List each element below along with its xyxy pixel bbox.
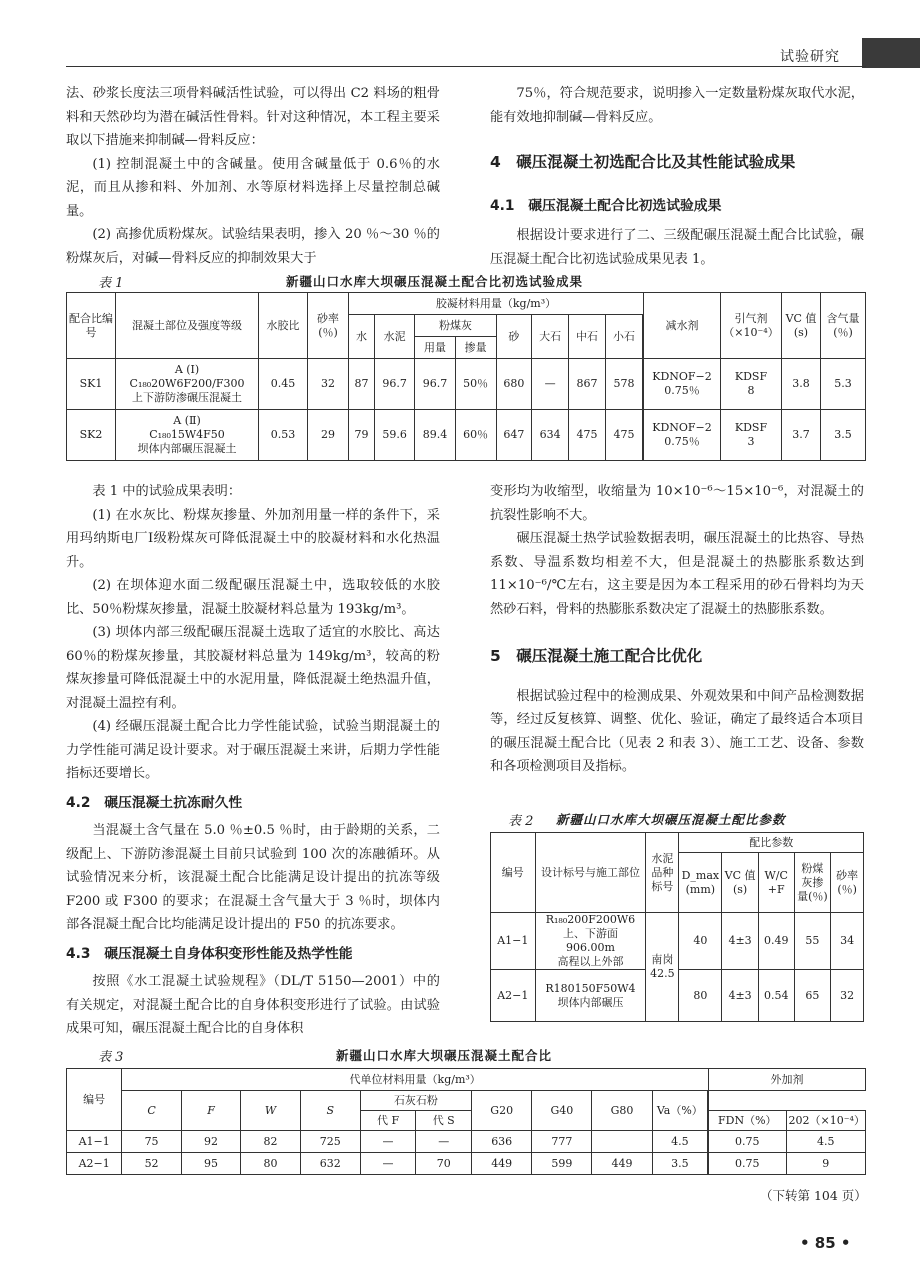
section-heading: 5 碾压混凝土施工配合比优化 xyxy=(490,647,703,665)
cell: 680 xyxy=(496,359,532,410)
th-w: W xyxy=(241,1091,300,1131)
paragraph: (1) 控制混凝土中的含碱量。使用含碱量低于 0.6％的水泥，而且从掺和料、外加剂、水等原材料选择上尽量控制总碱量。 xyxy=(66,156,440,219)
paragraph: (1) 在水灰比、粉煤灰掺量、外加剂用量一样的条件下，采用玛纳斯电厂Ⅰ级粉煤灰可降低混凝土中的胶凝材料和水化热温升。 xyxy=(66,507,440,570)
cell: 32 xyxy=(308,359,349,410)
cell: 3.5 xyxy=(652,1153,707,1175)
th-add: 外加剂 xyxy=(709,1069,866,1091)
table-3 xyxy=(66,1068,866,1175)
paragraph: (2) 高掺优质粉煤灰。试验结果表明，掺入 20 ％～30 ％的粉煤灰后，对碱—骨料反应的抑制效果大于 xyxy=(66,227,440,266)
table-label: 表 2 xyxy=(508,814,534,829)
right-column-mid xyxy=(490,480,864,779)
th-sand: 砂率(％) xyxy=(308,293,349,359)
cell: 4±3 xyxy=(722,970,759,1022)
table-row xyxy=(67,1153,866,1175)
th-part: 混凝土部位及强度等级 xyxy=(116,293,259,359)
cell: 40 xyxy=(679,913,722,970)
cell: 636 xyxy=(472,1131,532,1153)
th-s: 砂 xyxy=(496,315,532,359)
table-row xyxy=(67,410,866,461)
cell: 32 xyxy=(831,970,864,1022)
th-id: 编号 xyxy=(491,833,536,913)
paragraph: 变形均为收缩型，收缩量为 10×10⁻⁶～15×10⁻⁶，对混凝土的抗裂性影响不大。 xyxy=(490,484,864,523)
cell: 75 xyxy=(122,1131,181,1153)
cell xyxy=(592,1131,652,1153)
cell: 632 xyxy=(300,1153,360,1175)
cell: 50％ xyxy=(455,359,496,410)
th-dmax: D_max (mm) xyxy=(679,853,722,913)
right-column-top xyxy=(490,82,864,271)
cell: 0.54 xyxy=(758,970,794,1022)
table-row xyxy=(491,913,864,970)
cell: SK2 xyxy=(67,410,116,461)
cell: 5.3 xyxy=(821,359,866,410)
cell: KDNOF−2 0.75％ xyxy=(644,410,721,461)
cell: 52 xyxy=(122,1153,181,1175)
cell: A (Ⅰ) C₁₈₀20W6F200/F300 上下游防渗碾压混凝土 xyxy=(116,359,259,410)
cell: 65 xyxy=(794,970,831,1022)
cell: — xyxy=(360,1153,416,1175)
cell: KDNOF−2 0.75％ xyxy=(644,359,721,410)
table-2 xyxy=(490,832,864,1022)
cell: 59.6 xyxy=(374,410,414,461)
table-title: 新疆山口水库大坝碾压混凝土配比参数 xyxy=(556,812,786,827)
cell: 80 xyxy=(241,1153,300,1175)
th-va: Va（%） xyxy=(652,1091,707,1131)
cell: 70 xyxy=(416,1153,472,1175)
th-design: 设计标号与施工部位 xyxy=(535,833,646,913)
table-row xyxy=(67,1131,866,1153)
cell: 777 xyxy=(532,1131,592,1153)
cell: 599 xyxy=(532,1153,592,1175)
cell: 9 xyxy=(786,1153,865,1175)
paragraph: 按照《水工混凝土试验规程》（DL/T 5150—2001）中的有关规定，对混凝土配合比的自身体积变形进行了试验。由试验成果可知，碾压混凝土配合比的自身体积 xyxy=(66,974,440,1036)
running-header: 试验研究 xyxy=(780,49,840,65)
cell: A2−1 xyxy=(491,970,536,1022)
paragraph: 75％，符合规范要求，说明掺入一定数量粉煤灰取代水泥，能有效地抑制碱—骨料反应。 xyxy=(490,86,864,125)
subsection-heading: 4.2 碾压混凝土抗冻耐久性 xyxy=(66,794,243,811)
cell: 0.53 xyxy=(259,410,308,461)
subsection-heading: 4.1 碾压混凝土配合比初选试验成果 xyxy=(490,197,722,214)
paragraph: 当混凝土含气量在 5.0 ％±0.5 ％时，由于龄期的关系，二级配上、下游防渗混凝土目前只试验到 100 次的冻融循环。从试验情况来分析，该混凝土配合比能满足设计提出的抗冻等级 F200 或 F300 的要求；在混凝土含气量大于 3 ％时，坝体内部各混凝土配合比均能满足设计提出的 F50 的抗冻要求。 xyxy=(66,823,440,932)
th-params: 配比参数 xyxy=(679,833,864,853)
cell: 4.5 xyxy=(786,1131,865,1153)
page-number: • 85 • xyxy=(800,1234,851,1252)
cell: A (Ⅱ) C₁₈₀15W4F50 坝体内部碾压混凝土 xyxy=(116,410,259,461)
th-fly: 粉煤灰掺量(％) xyxy=(794,853,831,913)
cell: A1−1 xyxy=(491,913,536,970)
th-ae: 引气剂（×10⁻⁴） xyxy=(721,293,782,359)
cell: SK1 xyxy=(67,359,116,410)
cell: 3.7 xyxy=(782,410,821,461)
th-sand: 砂率(％) xyxy=(831,853,864,913)
th-wr: 减水剂 xyxy=(644,293,721,359)
th-mid: 中石 xyxy=(569,315,606,359)
cell: — xyxy=(416,1131,472,1153)
section-heading: 4 碾压混凝土初选配合比及其性能试验成果 xyxy=(490,153,796,171)
th-fly-amt: 用量 xyxy=(415,337,455,359)
paragraph: (4) 经碾压混凝土配合比力学性能试验，试验当期混凝土的力学性能可满足设计要求。对于碾压混凝土来讲，后期力学性能指标还要增长。 xyxy=(66,719,440,781)
cell: — xyxy=(532,359,569,410)
cell: 634 xyxy=(532,410,569,461)
paragraph: (2) 在坝体迎水面二级配碾压混凝土中，选取较低的水胶比、50％粉煤灰掺量，混凝土胶凝材料总量为 193kg/m³。 xyxy=(66,578,440,617)
cell: 55 xyxy=(794,913,831,970)
th-id: 配合比编号 xyxy=(67,293,116,359)
th-binder: 胶凝材料用量（kg/m³） xyxy=(349,293,644,315)
paragraph: 根据试验过程中的检测成果、外观效果和中间产品检测数据等，经过反复核算、调整、优化、验证，确定了最终适合本项目的碾压混凝土配合比（见表 2 和表 3）、施工工艺、设备、参数和各项检测项目及指标。 xyxy=(490,688,864,774)
th-fdn: FDN（%） xyxy=(709,1111,787,1131)
table-row xyxy=(67,359,866,410)
th-ls: 代 S xyxy=(416,1111,472,1131)
cell: 578 xyxy=(606,359,643,410)
cell: 79 xyxy=(349,410,375,461)
cell: 96.7 xyxy=(374,359,414,410)
cell: 89.4 xyxy=(415,410,455,461)
table-label: 表 3 xyxy=(98,1050,124,1065)
cell: KDSF 3 xyxy=(721,410,782,461)
left-column-top xyxy=(66,82,440,270)
th-mat: 代单位材料用量（kg/m³） xyxy=(122,1069,709,1091)
th-s: S xyxy=(300,1091,360,1131)
th-lf: 代 F xyxy=(360,1111,416,1131)
th-cement: 水泥品种标号 xyxy=(646,833,679,913)
cell: 96.7 xyxy=(415,359,455,410)
paragraph: 表 1 中的试验成果表明： xyxy=(92,484,242,499)
left-column-mid xyxy=(66,480,440,1041)
cell: 60％ xyxy=(455,410,496,461)
th-g80: G80 xyxy=(592,1091,652,1131)
th-fly: 粉煤灰 xyxy=(415,315,496,337)
cell: 82 xyxy=(241,1131,300,1153)
th-202: 202（×10⁻⁴） xyxy=(786,1111,865,1131)
th-c: C xyxy=(122,1091,181,1131)
cell: — xyxy=(360,1131,416,1153)
table-title: 新疆山口水库大坝碾压混凝土配合比 xyxy=(336,1048,553,1063)
paragraph: 碾压混凝土热学试验数据表明，碾压混凝土的比热容、导热系数、导温系数均相差不大，但是混凝土的热膨胀系数达到 11×10⁻⁶/℃左右，这主要是因为本工程采用的砂石骨料均为天然砂石料，骨料的热膨胀系数决定了混凝土的热膨胀系数。 xyxy=(490,531,864,617)
paragraph: 根据设计要求进行了二、三级配碾压混凝土配合比试验，碾压混凝土配合比初选试验成果见表 1。 xyxy=(490,228,864,267)
cell: 34 xyxy=(831,913,864,970)
cell: 3.8 xyxy=(782,359,821,410)
table-label: 表 1 xyxy=(98,276,124,291)
continued-note: （下转第 104 页） xyxy=(760,1188,867,1203)
th-g20: G20 xyxy=(472,1091,532,1131)
cell: 4.5 xyxy=(652,1131,707,1153)
th-fly-ratio: 掺量 xyxy=(455,337,496,359)
th-id: 编号 xyxy=(67,1069,122,1131)
th-big: 大石 xyxy=(532,315,569,359)
cell: R180150F50W4 坝体内部碾压 xyxy=(535,970,646,1022)
cell: 0.49 xyxy=(758,913,794,970)
cell: 87 xyxy=(349,359,375,410)
cell: 725 xyxy=(300,1131,360,1153)
cell: 0.75 xyxy=(709,1131,787,1153)
th-cement: 水泥 xyxy=(374,315,414,359)
th-g40: G40 xyxy=(532,1091,592,1131)
th-vc: VC 值(s) xyxy=(782,293,821,359)
th-f: F xyxy=(181,1091,240,1131)
th-vc: VC 值(s) xyxy=(722,853,759,913)
th-lime: 石灰石粉 xyxy=(360,1091,471,1111)
cell: 475 xyxy=(606,410,643,461)
cell: 0.45 xyxy=(259,359,308,410)
th-water: 水 xyxy=(349,315,375,359)
cell: 92 xyxy=(181,1131,240,1153)
cell: 0.75 xyxy=(709,1153,787,1175)
cell: 867 xyxy=(569,359,606,410)
table-1 xyxy=(66,292,866,461)
cell: R₁₈₀200F200W6 上、下游面 906.00m 高程以上外部 xyxy=(535,913,646,970)
cell: 4±3 xyxy=(722,913,759,970)
table-title: 新疆山口水库大坝碾压混凝土配合比初选试验成果 xyxy=(286,274,584,289)
th-air: 含气量(％) xyxy=(821,293,866,359)
th-small: 小石 xyxy=(606,315,643,359)
cell: 449 xyxy=(592,1153,652,1175)
cell: 29 xyxy=(308,410,349,461)
th-wb: 水胶比 xyxy=(259,293,308,359)
paragraph: (3) 坝体内部三级配碾压混凝土选取了适宜的水胶比、高达 60％的粉煤灰掺量，其胶凝材料总量为 149kg/m³，较高的粉煤灰掺量可降低混凝土中的水泥用量，降低混凝土绝热温升值，对混凝土温控有利。 xyxy=(66,625,440,711)
cell: 3.5 xyxy=(821,410,866,461)
cell: 647 xyxy=(496,410,532,461)
cell: 80 xyxy=(679,970,722,1022)
header-rule xyxy=(66,66,866,67)
cell: A1−1 xyxy=(67,1131,122,1153)
th-wc: W/C +F xyxy=(758,853,794,913)
cell: KDSF 8 xyxy=(721,359,782,410)
cell: 95 xyxy=(181,1153,240,1175)
subsection-heading: 4.3 碾压混凝土自身体积变形性能及热学性能 xyxy=(66,945,353,962)
paragraph: 法、砂浆长度法三项骨料碱活性试验，可以得出 C2 料场的粗骨料和天然砂均为潜在碱活性骨料。针对这种情况，本工程主要采取以下措施来抑制碱—骨料反应： xyxy=(66,86,440,148)
cell: 475 xyxy=(569,410,606,461)
header-block xyxy=(862,38,920,68)
cell: 449 xyxy=(472,1153,532,1175)
cell: A2−1 xyxy=(67,1153,122,1175)
cell: 南岗 42.5 xyxy=(646,913,679,1022)
